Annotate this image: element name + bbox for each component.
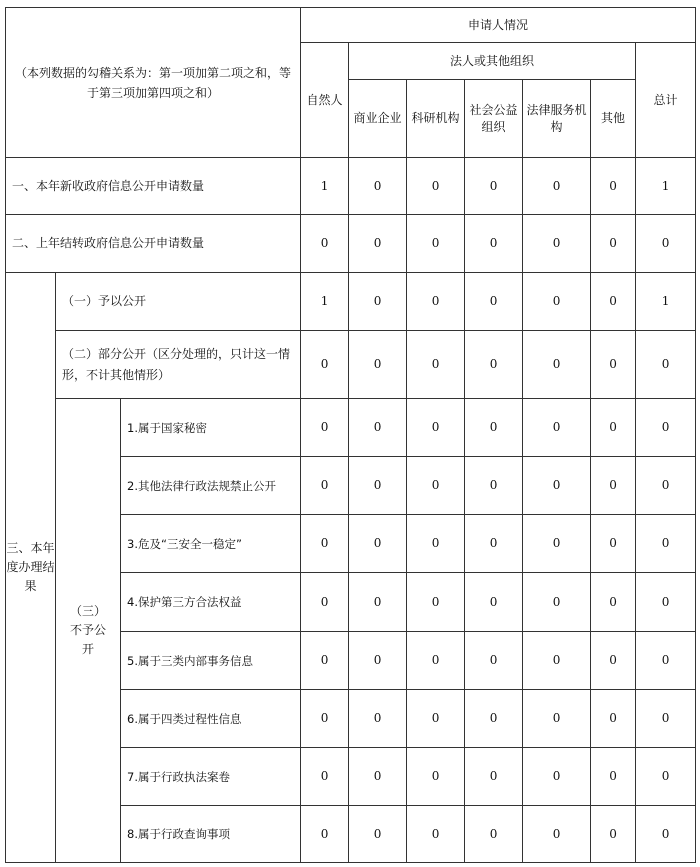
cell-value: 0 xyxy=(407,573,465,632)
cell-value: 0 xyxy=(349,806,407,863)
cell-value: 0 xyxy=(523,215,591,273)
cell-value: 0 xyxy=(407,748,465,806)
cell-value: 0 xyxy=(591,573,636,632)
cell-value: 0 xyxy=(349,748,407,806)
table-row xyxy=(6,273,696,331)
cell-value: 0 xyxy=(591,215,636,273)
row-label-partial-public: （二）部分公开（区分处理的，只计这一情形，不计其他情形） xyxy=(56,331,301,399)
org-col-business: 商业企业 xyxy=(349,80,407,158)
cell-value: 0 xyxy=(301,632,349,690)
cell-value: 0 xyxy=(301,515,349,573)
cell-value: 0 xyxy=(636,632,696,690)
not-public-item-label: 2.其他法律行政法规禁止公开 xyxy=(121,457,301,515)
cell-value: 0 xyxy=(301,748,349,806)
row-label-carried-over: 二、上年结转政府信息公开申请数量 xyxy=(6,215,301,273)
cell-value: 0 xyxy=(591,457,636,515)
cell-value: 0 xyxy=(636,806,696,863)
cell-value: 0 xyxy=(523,399,591,457)
cell-value: 0 xyxy=(465,158,523,215)
table-row xyxy=(6,215,696,273)
cell-value: 0 xyxy=(301,806,349,863)
cell-value: 0 xyxy=(349,515,407,573)
table-note: （本列数据的勾稽关系为：第一项加第二项之和，等于第三项加第四项之和） xyxy=(6,8,301,158)
natural-person-header: 自然人 xyxy=(301,43,349,158)
cell-value: 1 xyxy=(636,158,696,215)
cell-value: 0 xyxy=(407,632,465,690)
not-public-item-label: 5.属于三类内部事务信息 xyxy=(121,632,301,690)
table-row xyxy=(6,399,696,457)
cell-value: 0 xyxy=(465,457,523,515)
cell-value: 0 xyxy=(465,690,523,748)
cell-value: 0 xyxy=(465,399,523,457)
cell-value: 0 xyxy=(301,457,349,515)
cell-value: 0 xyxy=(465,748,523,806)
cell-value: 0 xyxy=(349,158,407,215)
report-table-wrapper xyxy=(5,7,696,863)
cell-value: 0 xyxy=(407,273,465,331)
cell-value: 0 xyxy=(523,573,591,632)
cell-value: 0 xyxy=(349,573,407,632)
cell-value: 0 xyxy=(523,331,591,399)
not-public-item-label: 6.属于四类过程性信息 xyxy=(121,690,301,748)
cell-value: 0 xyxy=(407,215,465,273)
cell-value: 0 xyxy=(591,690,636,748)
not-public-item-label: 1.属于国家秘密 xyxy=(121,399,301,457)
cell-value: 0 xyxy=(465,273,523,331)
cell-value: 0 xyxy=(301,331,349,399)
cell-value: 0 xyxy=(465,806,523,863)
cell-value: 0 xyxy=(523,748,591,806)
cell-value: 1 xyxy=(636,273,696,331)
cell-value: 0 xyxy=(523,806,591,863)
cell-value: 0 xyxy=(636,690,696,748)
cell-value: 0 xyxy=(523,515,591,573)
cell-value: 0 xyxy=(465,515,523,573)
cell-value: 0 xyxy=(349,399,407,457)
cell-value: 1 xyxy=(301,273,349,331)
section3-label: 三、本年度办理结果 xyxy=(6,273,56,863)
cell-value: 0 xyxy=(636,748,696,806)
cell-value: 0 xyxy=(407,399,465,457)
total-header: 总计 xyxy=(636,43,696,158)
cell-value: 0 xyxy=(636,215,696,273)
cell-value: 1 xyxy=(301,158,349,215)
cell-value: 0 xyxy=(349,273,407,331)
cell-value: 0 xyxy=(407,515,465,573)
cell-value: 0 xyxy=(591,515,636,573)
cell-value: 0 xyxy=(523,690,591,748)
cell-value: 0 xyxy=(301,690,349,748)
header-row-1 xyxy=(6,8,696,43)
cell-value: 0 xyxy=(591,399,636,457)
org-col-public-welfare: 社会公益组织 xyxy=(465,80,523,158)
cell-value: 0 xyxy=(349,215,407,273)
cell-value: 0 xyxy=(523,457,591,515)
cell-value: 0 xyxy=(636,515,696,573)
cell-value: 0 xyxy=(407,457,465,515)
cell-value: 0 xyxy=(349,457,407,515)
cell-value: 0 xyxy=(591,331,636,399)
cell-value: 0 xyxy=(591,806,636,863)
cell-value: 0 xyxy=(301,573,349,632)
cell-value: 0 xyxy=(465,331,523,399)
not-public-item-label: 7.属于行政执法案卷 xyxy=(121,748,301,806)
cell-value: 0 xyxy=(407,690,465,748)
cell-value: 0 xyxy=(465,632,523,690)
cell-value: 0 xyxy=(523,632,591,690)
not-public-label: （三）不予公开 xyxy=(56,399,121,863)
not-public-item-label: 3.危及“三安全一稳定” xyxy=(121,515,301,573)
cell-value: 0 xyxy=(636,399,696,457)
table-row xyxy=(6,331,696,399)
cell-value: 0 xyxy=(349,632,407,690)
cell-value: 0 xyxy=(349,331,407,399)
cell-value: 0 xyxy=(465,215,523,273)
cell-value: 0 xyxy=(407,806,465,863)
disclosure-stats-table xyxy=(5,7,696,863)
row-label-new-requests: 一、本年新收政府信息公开申请数量 xyxy=(6,158,301,215)
org-col-other: 其他 xyxy=(591,80,636,158)
cell-value: 0 xyxy=(523,273,591,331)
cell-value: 0 xyxy=(349,690,407,748)
cell-value: 0 xyxy=(407,331,465,399)
applicant-group-header: 申请人情况 xyxy=(301,8,696,43)
cell-value: 0 xyxy=(407,158,465,215)
cell-value: 0 xyxy=(591,273,636,331)
not-public-item-label: 4.保护第三方合法权益 xyxy=(121,573,301,632)
row-label-public: （一）予以公开 xyxy=(56,273,301,331)
cell-value: 0 xyxy=(636,331,696,399)
cell-value: 0 xyxy=(523,158,591,215)
cell-value: 0 xyxy=(636,573,696,632)
cell-value: 0 xyxy=(591,748,636,806)
cell-value: 0 xyxy=(591,632,636,690)
not-public-item-label: 8.属于行政查询事项 xyxy=(121,806,301,863)
org-col-research: 科研机构 xyxy=(407,80,465,158)
table-row xyxy=(6,158,696,215)
cell-value: 0 xyxy=(636,457,696,515)
org-col-legal-service: 法律服务机构 xyxy=(523,80,591,158)
cell-value: 0 xyxy=(591,158,636,215)
cell-value: 0 xyxy=(301,399,349,457)
cell-value: 0 xyxy=(465,573,523,632)
cell-value: 0 xyxy=(301,215,349,273)
org-group-header: 法人或其他组织 xyxy=(349,43,636,80)
